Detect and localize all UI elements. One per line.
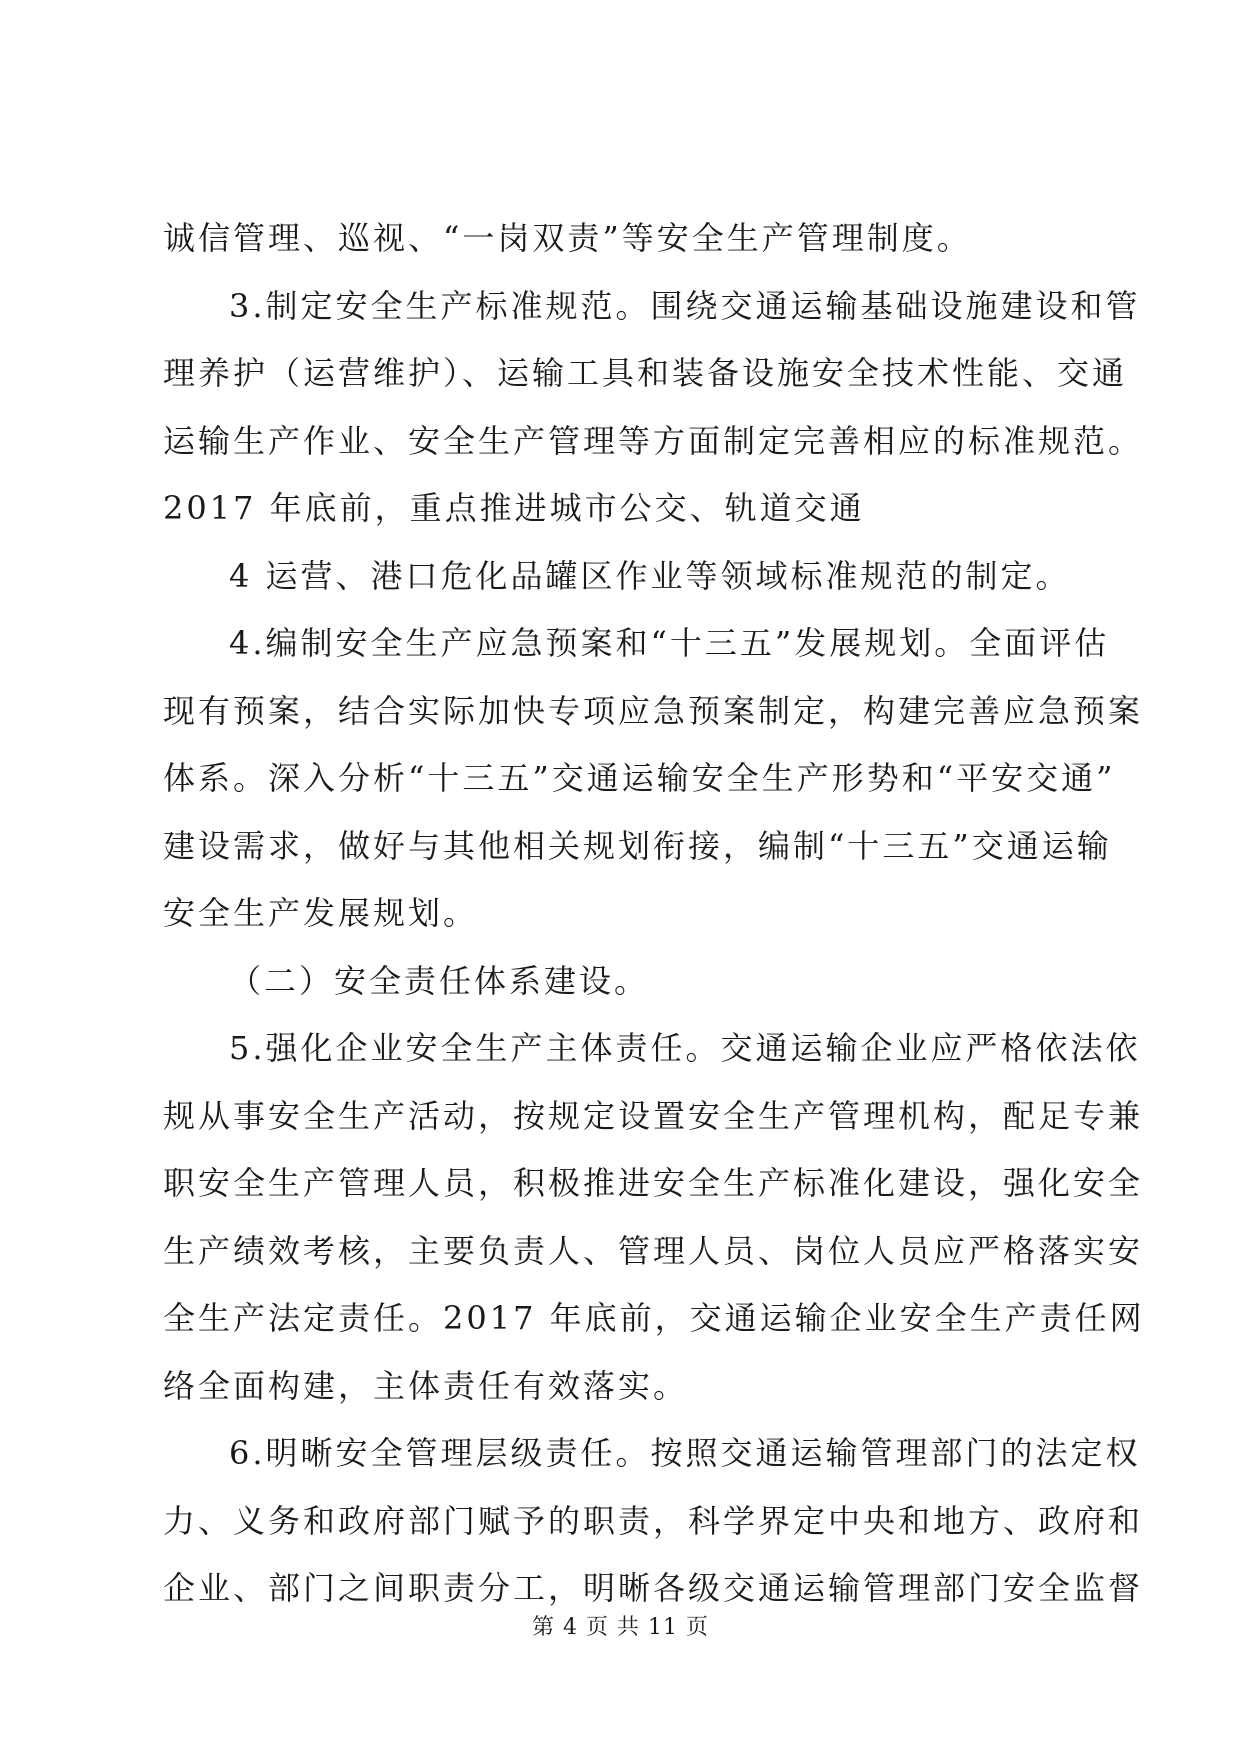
text-line: 职安全生产管理人员，积极推进安全生产标准化建设，强化安全 bbox=[163, 1164, 1144, 1202]
text-line: 4 运营、港口危化品罐区作业等领域标准规范的制定。 bbox=[229, 556, 1071, 595]
text-line: 安全生产发展规划。 bbox=[163, 894, 479, 932]
text-line: 生产绩效考核，主要负责人、管理人员、岗位人员应严格落实安 bbox=[163, 1231, 1144, 1270]
text-line: 现有预案，结合实际加快专项应急预案制定，构建完善应急预案 bbox=[163, 691, 1144, 730]
text-line: 企业、部门之间职责分工，明晰各级交通运输管理部门安全监督 bbox=[163, 1569, 1144, 1607]
paragraph-6-start: 6.明晰安全管理层级责任。按照交通运输管理部门的法定权 bbox=[229, 1434, 1141, 1472]
section-heading: （二）安全责任体系建设。 bbox=[229, 961, 650, 1000]
text-line: 络全面构建，主体责任有效落实。 bbox=[163, 1366, 689, 1405]
paragraph-3-start: 3.制定安全生产标准规范。围绕交通运输基础设施建设和管 bbox=[229, 286, 1141, 325]
text-line: 力、义务和政府部门赋予的职责，科学界定中央和地方、政府和 bbox=[163, 1501, 1144, 1540]
text-line: 规从事安全生产活动，按规定设置安全生产管理机构，配足专兼 bbox=[163, 1096, 1144, 1135]
text-line: 2017 年底前，重点推进城市公交、轨道交通 bbox=[163, 489, 865, 527]
text-line: 理养护（运营维护）、运输工具和装备设施安全技术性能、交通 bbox=[163, 354, 1128, 392]
text-line: 建设需求，做好与其他相关规划衔接，编制“十三五”交通运输 bbox=[163, 826, 1112, 865]
page-footer: 第 4 页 共 11 页 bbox=[532, 1615, 709, 1640]
paragraph-4-start: 4.编制安全生产应急预案和“十三五”发展规划。全面评估 bbox=[229, 624, 1110, 662]
text-line: 运输生产作业、安全生产管理等方面制定完善相应的标准规范。 bbox=[163, 421, 1144, 460]
text-line: 诚信管理、巡视、“一岗双责”等安全生产管理制度。 bbox=[163, 219, 972, 257]
text-line: 体系。深入分析“十三五”交通运输安全生产形势和“平安交通” bbox=[163, 759, 1116, 797]
document-body bbox=[163, 205, 1145, 1623]
text-line: 全生产法定责任。2017 年底前，交通运输企业安全生产责任网 bbox=[163, 1299, 1145, 1337]
paragraph-5-start: 5.强化企业安全生产主体责任。交通运输企业应严格依法依 bbox=[229, 1029, 1141, 1067]
